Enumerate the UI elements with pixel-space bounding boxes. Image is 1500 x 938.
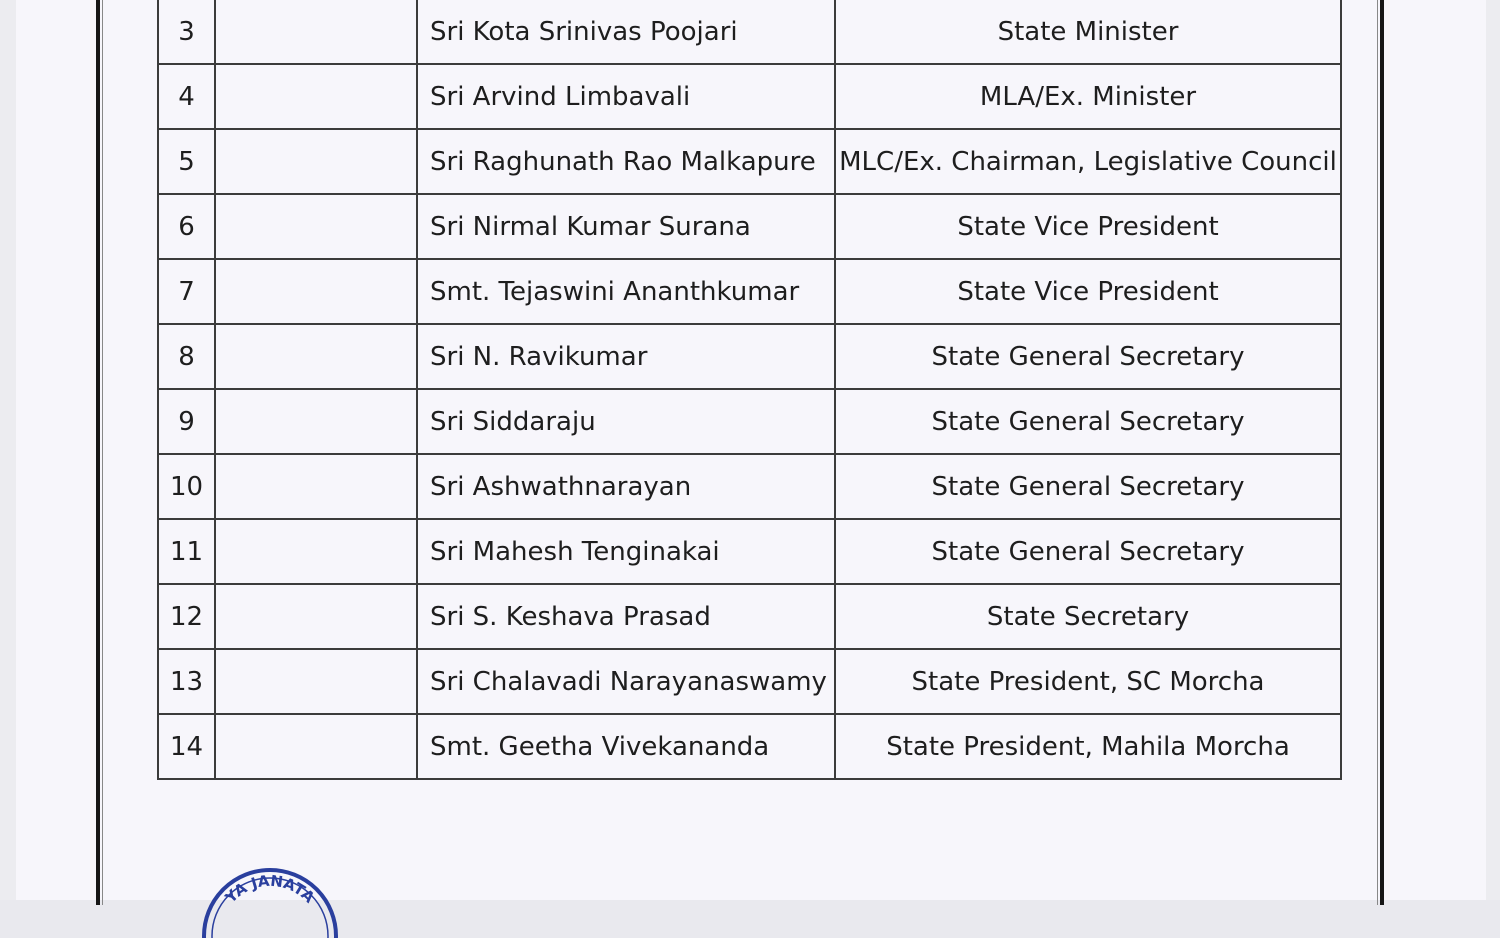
row-number: 6 (158, 194, 215, 259)
row-number: 4 (158, 64, 215, 129)
blank-cell (215, 389, 417, 454)
table-row (158, 714, 1341, 779)
blank-cell (215, 714, 417, 779)
member-designation: MLA/Ex. Minister (835, 64, 1341, 129)
blank-cell (215, 519, 417, 584)
members-table (157, 0, 1342, 780)
seal-outer-ring (204, 870, 336, 938)
member-designation: State Secretary (835, 584, 1341, 649)
member-name: Sri Mahesh Tenginakai (417, 519, 835, 584)
member-name: Sri Raghunath Rao Malkapure (417, 129, 835, 194)
member-designation: State General Secretary (835, 519, 1341, 584)
table-row (158, 454, 1341, 519)
row-number: 13 (158, 649, 215, 714)
member-name: Sri Chalavadi Narayanaswamy (417, 649, 835, 714)
member-designation: State President, SC Morcha (835, 649, 1341, 714)
table-row (158, 584, 1341, 649)
blank-cell (215, 129, 417, 194)
table-row (158, 649, 1341, 714)
member-name: Sri Arvind Limbavali (417, 64, 835, 129)
row-number: 5 (158, 129, 215, 194)
member-designation: State Vice President (835, 259, 1341, 324)
member-name: Sri Kota Srinivas Poojari (417, 0, 835, 64)
row-number: 7 (158, 259, 215, 324)
blank-cell (215, 0, 417, 64)
table-row (158, 519, 1341, 584)
blank-cell (215, 454, 417, 519)
member-name: Sri N. Ravikumar (417, 324, 835, 389)
row-number: 9 (158, 389, 215, 454)
member-designation: State President, Mahila Morcha (835, 714, 1341, 779)
blank-cell (215, 64, 417, 129)
table-row (158, 64, 1341, 129)
member-designation: State General Secretary (835, 324, 1341, 389)
table-row (158, 324, 1341, 389)
blank-cell (215, 584, 417, 649)
table-row (158, 389, 1341, 454)
blank-cell (215, 649, 417, 714)
blank-cell (215, 259, 417, 324)
member-name: Sri Siddaraju (417, 389, 835, 454)
row-number: 3 (158, 0, 215, 64)
row-number: 11 (158, 519, 215, 584)
table-row (158, 259, 1341, 324)
table-row (158, 129, 1341, 194)
member-designation: MLC/Ex. Chairman, Legislative Council (835, 129, 1341, 194)
table-row (158, 194, 1341, 259)
member-designation: State Minister (835, 0, 1341, 64)
member-name: Sri Nirmal Kumar Surana (417, 194, 835, 259)
blank-cell (215, 194, 417, 259)
row-number: 14 (158, 714, 215, 779)
table-row (158, 0, 1341, 64)
row-number: 10 (158, 454, 215, 519)
row-number: 8 (158, 324, 215, 389)
row-number: 12 (158, 584, 215, 649)
blank-cell (215, 324, 417, 389)
member-name: Smt. Tejaswini Ananthkumar (417, 259, 835, 324)
member-name: Sri S. Keshava Prasad (417, 584, 835, 649)
member-designation: State Vice President (835, 194, 1341, 259)
member-designation: State General Secretary (835, 454, 1341, 519)
seal-text: YA JANATA (221, 871, 319, 907)
party-seal-logo (200, 868, 340, 938)
member-designation: State General Secretary (835, 389, 1341, 454)
member-name: Sri Ashwathnarayan (417, 454, 835, 519)
member-name: Smt. Geetha Vivekananda (417, 714, 835, 779)
